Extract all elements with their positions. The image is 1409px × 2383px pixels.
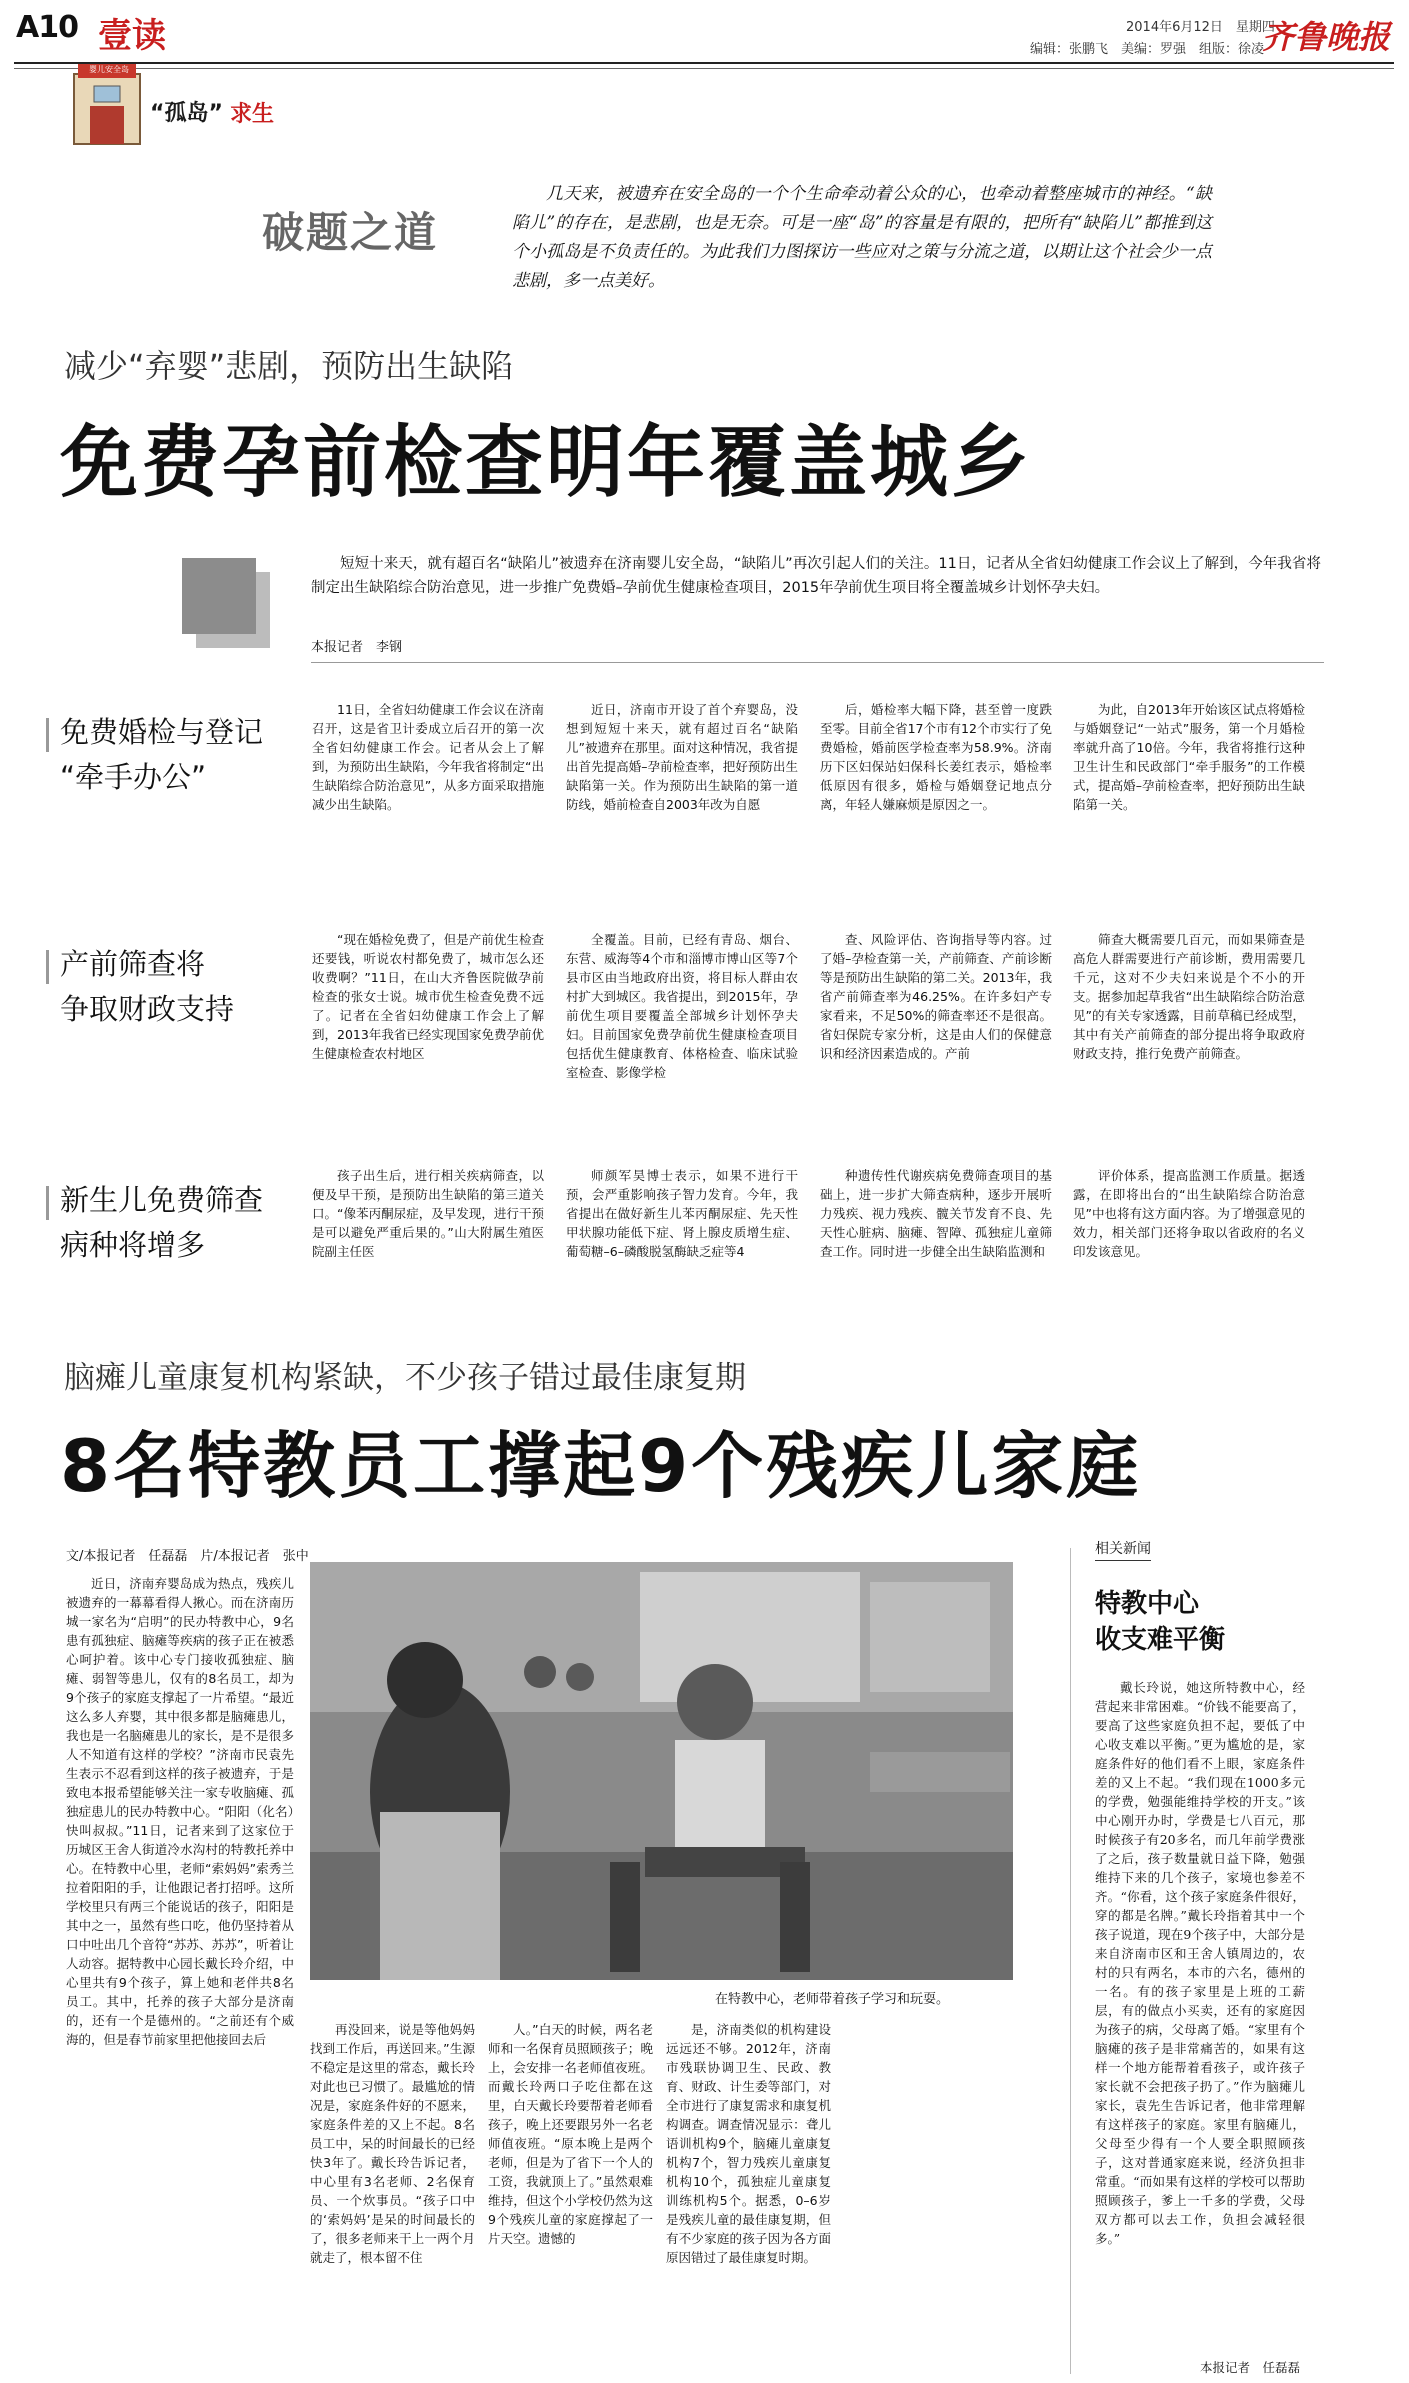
related-title: 特教中心 收支难平衡	[1095, 1589, 1226, 1655]
related-text: 戴长玲说，她这所特教中心，经营起来非常困难。“价钱不能要高了，要高了这些家庭负担不起，要低了中心收支难以平衡。”更为尴尬的是，家庭条件好的他们看不上眼，家庭条件差的又上不起。“我们现在1000多元的学费，勉强能维持学校的开支。”该中心刚开办时，学费是七八百元，那时候孩子有20多名，而几年前学费涨了之后，孩子数量就日益下降，勉强维持下来的几个孩子，家境也参差不齐。“你看，这个孩子家庭条件很好，穿的都是名牌。”戴长玲指着其中一个孩子说道，现在9个孩子中，大部分是来自济南市区和王舍人镇周边的，农村的只有两名，本市的六名，德州的一名。有的孩子家里是上班的工薪层，有的做点小买卖，还有的家庭因为孩子的病，父母离了婚。“家里有个脑瘫的孩子是非常痛苦的，如果有这样一个地方能帮着看孩子，或许孩子家长就不会把孩子扔了。”作为脑瘫儿家长，袁先生告诉记者，他非常理解有这样孩子的家庭。家里有脑瘫儿，父母至少得有一个人要全职照顾孩子，这对普通家庭来说，经济负担非常重。“而如果有这样的学校可以帮助照顾孩子，爹上一千多的学费，父母双方都可以去工作，负担会减轻很多。”	[1095, 1680, 1305, 2246]
news-photo	[310, 1562, 1013, 1980]
photo-illustration	[310, 1562, 1013, 1980]
story2-byline: 文/本报记者 任磊磊 片/本报记者 张中	[66, 1549, 309, 1564]
editor-credits: 编辑：张鹏飞 美编：罗强 组版：徐凌	[1030, 42, 1265, 57]
story1-s3-col3: 种遗传性代谢疾病免费筛查项目的基础上，进一步扩大筛查病种，逐步开展听力残疾、视力残疾、髋关节发育不良、先天性心脏病、脑瘫、智障、孤独症儿童筛查工作。同时进一步健全出生缺陷监测和	[820, 1168, 1052, 1259]
story2-headline: 8名特教员工撑起9个残疾儿家庭	[60, 1424, 1142, 1508]
photo-caption: 在特教中心，老师带着孩子学习和玩耍。	[715, 1992, 950, 2007]
story1-s3-col1: 孩子出生后，进行相关疾病筛查，以便及早干预，是预防出生缺陷的第三道关口。“像苯丙酮尿症，及早发现，进行干预是可以避免严重后果的。”山大附属生殖医院副主任医	[312, 1168, 544, 1259]
story2-col2: 再没回来，说是等他妈妈找到工作后，再送回来。”生源不稳定是这里的常态，戴长玲对此也已习惯了。最尴尬的情况是，家庭条件好的不愿来，家庭条件差的又上不起。8名员工中，呆的时间最长的已经快3年了。戴长玲告诉记者，中心里有3名老师、2名保育员、一个炊事员。“孩子口中的‘索妈妈’是呆的时间最长的了，很多老师来干上一两个月就走了，根本留不住	[310, 2022, 475, 2265]
series-title-quoted: “孤岛”	[150, 101, 223, 126]
story1-s1-col3: 后，婚检率大幅下降，甚至曾一度跌至零。目前全省17个市有12个市实行了免费婚检，婚前医学检查率为58.9%。济南历下区妇保站妇保科长姜红表示，婚检率低原因有很多，婚检与婚姻登记地点分离，年轻人嫌麻烦是原因之一。	[820, 702, 1052, 812]
story2-col4: 是，济南类似的机构建设远远还不够。2012年，济南市残联协调卫生、民政、教育、财政、计生委等部门，对全市进行了康复需求和康复机构调查。调查情况显示：聋儿语训机构9个，脑瘫儿童康复机构7个，智力残疾儿童康复机构10个，孤独症儿童康复训练机构5个。据悉，0–6岁是残疾儿童的最佳康复期，但有不少家庭的孩子因为各方面原因错过了最佳康复时期。	[666, 2022, 831, 2265]
related-label: 相关新闻	[1095, 1538, 1151, 1561]
story1-lead: 短短十来天，就有超百名“缺陷儿”被遗弃在济南婴儿安全岛，“缺陷儿”再次引起人们的关注。11日，记者从全省妇幼健康工作会议上了解到，今年我省将制定出生缺陷综合防治意见，进一步推广免费婚–孕前优生健康检查项目，2015年孕前优生项目将全覆盖城乡计划怀孕夫妇。	[311, 556, 1321, 596]
story2-col3: 人。”白天的时候，两名老师和一名保育员照顾孩子；晚上，会安排一名老师值夜班。而戴长玲两口子吃住都在这里，白天戴长玲要帮着老师看孩子，晚上还要跟另外一名老师值夜班。“原本晚上是两个老师，但是为了省下一个人的工资，我就顶上了。”虽然艰难维持，但这个小学校仍然为这9个残疾儿童的家庭撑起了一片天空。遗憾的	[488, 2022, 653, 2246]
series-title-rest: 求生	[230, 102, 275, 127]
section-name: 壹读	[98, 16, 166, 56]
story1-s1-col1: 11日，全省妇幼健康工作会议在济南召开，这是省卫计委成立后召开的第一次全省妇幼健康工作会。记者从会上了解到，为预防出生缺陷，今年我省将制定“出生缺陷综合防治意见”，从多方面采取措施减少出生缺陷。	[312, 702, 544, 812]
intro-text: 几天来，被遗弃在安全岛的一个个生命牵动着公众的心，也牵动着整座城市的神经。“缺陷儿”的存在，是悲剧，也是无奈。可是一座“岛”的容量是有限的，把所有“缺陷儿”都推到这个小孤岛是不负责任的。为此我们力图探访一些应对之策与分流之道，以期让这个社会少一点悲剧，多一点美好。	[512, 184, 1212, 291]
story1-s1-col2: 近日，济南市开设了首个弃婴岛，没想到短短十来天，就有超过百名“缺陷儿”被遗弃在那里。面对这种情况，我省提出首先提高婚–孕前检查率，把好预防出生缺陷第一关。作为预防出生缺陷的第一道防线，婚前检查自2003年改为自愿	[566, 702, 798, 812]
related-byline: 本报记者 任磊磊	[1200, 2360, 1301, 2375]
sign-text: 婴儿安全岛	[89, 65, 129, 74]
section-head-1: 免费婚检与登记 “牵手办公”	[60, 710, 263, 800]
story2-kicker: 脑瘫儿童康复机构紧缺，不少孩子错过最佳康复期	[64, 1360, 746, 1396]
quote-block-icon	[182, 558, 272, 650]
story1-headline: 免费孕前检查明年覆盖城乡	[60, 418, 1033, 508]
story1-lead-rule	[311, 662, 1324, 663]
intro-label: 破题之道	[262, 208, 439, 257]
related-divider	[1070, 1548, 1071, 2374]
story1-s3-col4: 评价体系，提高监测工作质量。据透露，在即将出台的“出生缺陷综合防治意见”中也将有这方面内容。为了增强意见的效力，相关部门还将争取以省政府的名义印发该意见。	[1073, 1168, 1305, 1259]
series-badge	[62, 60, 302, 146]
story1-s2-col2: 全覆盖。目前，已经有青岛、烟台、东营、威海等4个市和淄博市博山区等7个县市区由当地政府出资，将目标人群由农村扩大到城区。我省提出，到2015年，孕前优生项目要覆盖全部城乡计划怀孕夫妇。目前国家免费孕前优生健康检查项目包括优生健康教育、体格检查、临床试验室检查、影像学检	[566, 932, 798, 1080]
page-header	[0, 0, 1409, 60]
story2-col1: 近日，济南弃婴岛成为热点，残疾儿被遗弃的一幕幕看得人揪心。而在济南历城一家名为“启明”的民办特教中心，9名患有孤独症、脑瘫等疾病的孩子正在被悉心呵护着。该中心专门接收孤独症、脑瘫、弱智等患儿，仅有的8名员工，却为9个孩子的家庭支撑起了一片希望。“最近这么多人弃婴，其中很多都是脑瘫患儿，我也是一名脑瘫患儿的家长，是不是很多人不知道有这样的学校？”济南市民袁先生表示不忍看到这样的孩子被遗弃，于是致电本报希望能够关注一家专收脑瘫、孤独症患儿的民办特教中心。“阳阳（化名）快叫叔叔。”11日，记者来到了这家位于历城区王舍人街道冷水沟村的特教托养中心。在特教中心里，老师“索妈妈”索秀兰拉着阳阳的手，让他跟记者打招呼。这所学校里只有两三个能说话的孩子，阳阳是其中之一，虽然有些口吃，他仍坚持着从口中吐出几个音符“苏苏、苏苏”，听着让人动容。据特教中心园长戴长玲介绍，中心里共有9个孩子，算上她和老伴共8名员工。其中，托养的孩子大部分是济南的，还有一个是德州的。“之前还有个威海的，但是春节前家里把他接回去后	[66, 1576, 294, 2047]
story1-s2-col1: “现在婚检免费了，但是产前优生检查还要钱，听说农村都免费了，城市怎么还收费啊？”11日，在山大齐鲁医院做孕前检查的张女士说。城市优生检查免费不远了。记者在全省妇幼健康工作会上了解到，2013年我省已经实现国家免费孕前优生健康检查农村地区	[312, 932, 544, 1061]
story1-s1-col4: 为此，自2013年开始该区试点将婚检与婚姻登记“一站式”服务，第一个月婚检率就升高了10倍。今年，我省将推行这种卫生计生和民政部门“牵手服务”的工作模式，提高婚–孕前检查率，把好预防出生缺陷第一关。	[1073, 702, 1305, 812]
page-number: A10	[16, 10, 78, 45]
section-head-3: 新生儿免费筛查 病种将增多	[60, 1178, 263, 1268]
story1-s3-col2: 师颜军昊博士表示，如果不进行干预，会严重影响孩子智力发育。今年，我省提出在做好新生儿苯丙酮尿症、先天性甲状腺功能低下症、肾上腺皮质增生症、葡萄糖–6–磷酸脱氢酶缺乏症等4	[566, 1168, 798, 1259]
story1-s2-col3: 查、风险评估、咨询指导等内容。过了婚–孕检查第一关，产前筛查、产前诊断等是预防出生缺陷的第二关。2013年，我省产前筛查率为46.25%。在许多妇产专家看来，不足50%的筛查率还不是很高。省妇保院专家分析，这是由人们的保健意识和经济因素造成的。产前	[820, 932, 1052, 1061]
story1-s2-col4: 筛查大概需要几百元，而如果筛查是高危人群需要进行产前诊断，费用需要几千元，这对不少夫妇来说是个不小的开支。据参加起草我省“出生缺陷综合防治意见”的有关专家透露，目前草稿已经成型，其中有关产前筛查的部分提出将争取政府财政支持，推行免费产前筛查。	[1073, 932, 1305, 1061]
story1-kicker: 减少“弃婴”悲剧，预防出生缺陷	[64, 347, 514, 385]
story1-byline: 本报记者 李钢	[311, 640, 403, 655]
newspaper-logo: 齐鲁晚报	[1262, 18, 1391, 56]
section-head-2: 产前筛查将 争取财政支持	[60, 942, 234, 1032]
issue-date: 2014年6月12日 星期四	[1126, 20, 1275, 35]
